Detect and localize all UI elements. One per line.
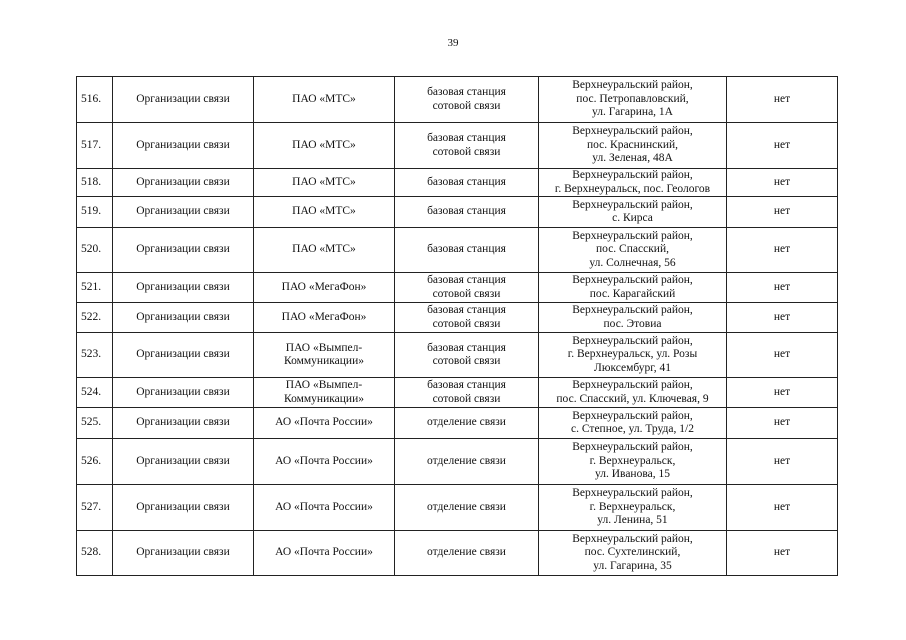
address-cell: Верхнеуральский район, пос. Карагайский	[539, 273, 727, 303]
row-number: 522.	[77, 303, 113, 333]
row-number: 519.	[77, 197, 113, 228]
table-row	[77, 439, 838, 485]
object-type-cell: отделение связи	[395, 439, 539, 485]
object-type-cell: отделение связи	[395, 485, 539, 531]
table-row	[77, 228, 838, 273]
table-row	[77, 197, 838, 228]
object-type-cell: базовая станция сотовой связи	[395, 303, 539, 333]
row-number: 526.	[77, 439, 113, 485]
row-number: 517.	[77, 123, 113, 169]
organization-cell: ПАО «МТС»	[254, 77, 395, 123]
address-cell: Верхнеуральский район, с. Степное, ул. Труда, 1/2	[539, 408, 727, 439]
address-cell: Верхнеуральский район, г. Верхнеуральск, ул. Розы Люксембург, 41	[539, 333, 727, 378]
note-cell: нет	[727, 228, 838, 273]
note-cell: нет	[727, 303, 838, 333]
organization-cell: ПАО «Вымпел- Коммуникации»	[254, 333, 395, 378]
table-row	[77, 303, 838, 333]
row-number: 521.	[77, 273, 113, 303]
note-cell: нет	[727, 333, 838, 378]
table-body	[77, 77, 838, 576]
address-cell: Верхнеуральский район, пос. Сухтелинский, ул. Гагарина, 35	[539, 531, 727, 576]
note-cell: нет	[727, 273, 838, 303]
row-number: 518.	[77, 169, 113, 197]
organization-cell: АО «Почта России»	[254, 531, 395, 576]
object-type-cell: базовая станция	[395, 169, 539, 197]
table-row	[77, 169, 838, 197]
object-type-cell: базовая станция сотовой связи	[395, 77, 539, 123]
category-cell: Организации связи	[113, 197, 254, 228]
row-number: 528.	[77, 531, 113, 576]
note-cell: нет	[727, 123, 838, 169]
note-cell: нет	[727, 485, 838, 531]
registry-table	[76, 76, 838, 576]
row-number: 524.	[77, 378, 113, 408]
row-number: 516.	[77, 77, 113, 123]
page-number: 39	[447, 37, 459, 49]
category-cell: Организации связи	[113, 485, 254, 531]
row-number: 525.	[77, 408, 113, 439]
category-cell: Организации связи	[113, 77, 254, 123]
address-cell: Верхнеуральский район, пос. Петропавловский, ул. Гагарина, 1А	[539, 77, 727, 123]
category-cell: Организации связи	[113, 273, 254, 303]
note-cell: нет	[727, 408, 838, 439]
organization-cell: АО «Почта России»	[254, 439, 395, 485]
category-cell: Организации связи	[113, 303, 254, 333]
address-cell: Верхнеуральский район, с. Кирса	[539, 197, 727, 228]
table-row	[77, 531, 838, 576]
object-type-cell: базовая станция сотовой связи	[395, 378, 539, 408]
row-number: 520.	[77, 228, 113, 273]
organization-cell: ПАО «МТС»	[254, 169, 395, 197]
address-cell: Верхнеуральский район, г. Верхнеуральск, ул. Ленина, 51	[539, 485, 727, 531]
table-row	[77, 485, 838, 531]
table-row	[77, 408, 838, 439]
category-cell: Организации связи	[113, 169, 254, 197]
row-number: 523.	[77, 333, 113, 378]
object-type-cell: базовая станция	[395, 228, 539, 273]
address-cell: Верхнеуральский район, пос. Спасский, ул. Ключевая, 9	[539, 378, 727, 408]
row-number: 527.	[77, 485, 113, 531]
category-cell: Организации связи	[113, 439, 254, 485]
object-type-cell: базовая станция сотовой связи	[395, 273, 539, 303]
organization-cell: ПАО «МТС»	[254, 228, 395, 273]
address-cell: Верхнеуральский район, г. Верхнеуральск, пос. Геологов	[539, 169, 727, 197]
object-type-cell: базовая станция	[395, 197, 539, 228]
object-type-cell: базовая станция сотовой связи	[395, 123, 539, 169]
table-row	[77, 273, 838, 303]
organization-cell: ПАО «МТС»	[254, 123, 395, 169]
note-cell: нет	[727, 197, 838, 228]
organization-cell: ПАО «МегаФон»	[254, 303, 395, 333]
category-cell: Организации связи	[113, 333, 254, 378]
object-type-cell: базовая станция сотовой связи	[395, 333, 539, 378]
note-cell: нет	[727, 439, 838, 485]
address-cell: Верхнеуральский район, пос. Спасский, ул. Солнечная, 56	[539, 228, 727, 273]
category-cell: Организации связи	[113, 378, 254, 408]
organization-cell: ПАО «Вымпел- Коммуникации»	[254, 378, 395, 408]
table-row	[77, 123, 838, 169]
address-cell: Верхнеуральский район, пос. Этовиа	[539, 303, 727, 333]
organization-cell: ПАО «МТС»	[254, 197, 395, 228]
table-row	[77, 77, 838, 123]
object-type-cell: отделение связи	[395, 531, 539, 576]
organization-cell: АО «Почта России»	[254, 485, 395, 531]
address-cell: Верхнеуральский район, г. Верхнеуральск, ул. Иванова, 15	[539, 439, 727, 485]
table-row	[77, 333, 838, 378]
category-cell: Организации связи	[113, 123, 254, 169]
note-cell: нет	[727, 77, 838, 123]
organization-cell: АО «Почта России»	[254, 408, 395, 439]
note-cell: нет	[727, 378, 838, 408]
object-type-cell: отделение связи	[395, 408, 539, 439]
address-cell: Верхнеуральский район, пос. Краснинский, ул. Зеленая, 48А	[539, 123, 727, 169]
note-cell: нет	[727, 169, 838, 197]
category-cell: Организации связи	[113, 228, 254, 273]
table-row	[77, 378, 838, 408]
organization-cell: ПАО «МегаФон»	[254, 273, 395, 303]
category-cell: Организации связи	[113, 408, 254, 439]
category-cell: Организации связи	[113, 531, 254, 576]
note-cell: нет	[727, 531, 838, 576]
